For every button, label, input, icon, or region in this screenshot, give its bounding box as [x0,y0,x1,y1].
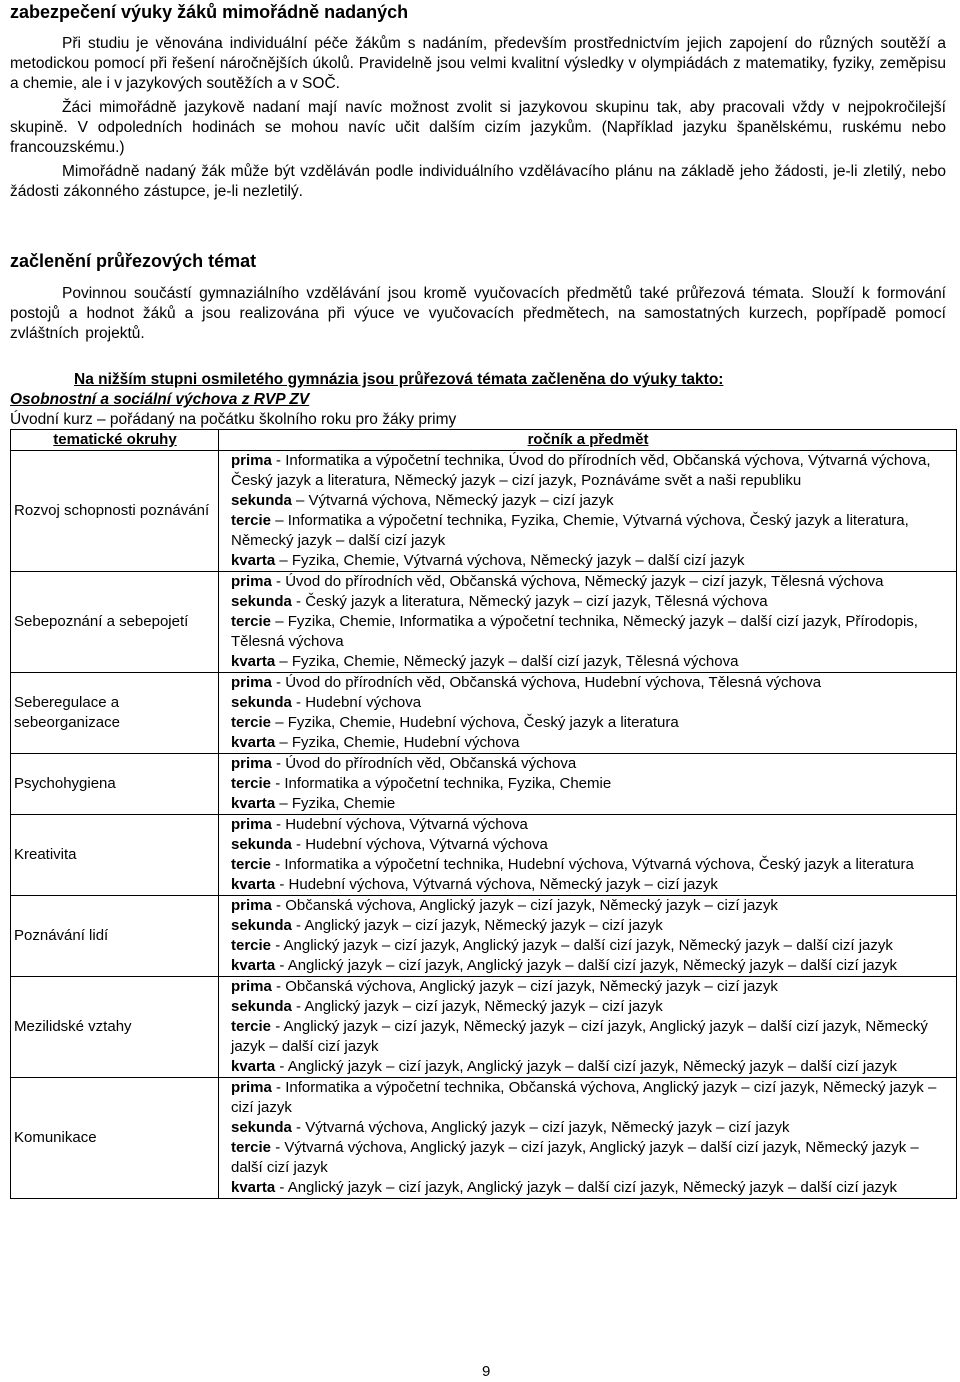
grade-label: kvarta [231,1058,276,1075]
grade-label: kvarta [231,653,276,670]
table-row [11,977,957,1078]
topic-cell: Rozvoj schopnosti poznávání [11,451,219,572]
grades-cell [219,572,957,673]
grade-entry [231,1118,954,1138]
grade-subjects: – Informatika a výpočetní technika, Fyzika, Chemie, Výtvarná výchova, Český jazyk a literatura, Německý jazyk – další cizí jazyk [231,512,909,549]
grade-subjects: - Výtvarná výchova, Anglický jazyk – cizí jazyk, Anglický jazyk – další cizí jazyk, Německý jazyk – další cizí jazyk [231,1139,919,1176]
topic-cell: Psychohygiena [11,754,219,815]
grade-entry [231,1138,954,1178]
grade-entry [231,754,954,774]
grade-subjects: – Výtvarná výchova, Německý jazyk – cizí jazyk [291,492,614,509]
header-grades: ročník a předmět [219,430,957,451]
grade-subjects: - Anglický jazyk – cizí jazyk, Anglický jazyk – další cizí jazyk, Německý jazyk – další cizí jazyk [275,1179,898,1196]
table-header-row [11,430,957,451]
grade-entry [231,713,954,733]
grade-label: tercie [231,1139,272,1156]
grade-subjects: – Fyzika, Chemie, Hudební výchova [275,734,520,751]
grade-subjects: - Úvod do přírodních věd, Občanská výchova, Německý jazyk – cizí jazyk, Tělesná výchova [271,573,884,590]
lead-note: Úvodní kurz – pořádaný na počátku školního roku pro žáky primy [10,411,457,428]
table-row [11,451,957,572]
grade-label: sekunda [231,836,292,853]
table-row [11,1078,957,1199]
grade-label: sekunda [231,694,292,711]
grade-label: kvarta [231,957,276,974]
topic-cell: Mezilidské vztahy [11,977,219,1078]
topic-cell: Sebepoznání a sebepojetí [11,572,219,673]
grade-subjects: - Úvod do přírodních věd, Občanská výchova, Hudební výchova, Tělesná výchova [271,674,822,691]
grades-cell [219,1078,957,1199]
grade-entry [231,774,954,794]
lead-subtitle: Osobnostní a sociální výchova z RVP ZV [10,391,310,408]
grade-entry [231,1057,954,1077]
grade-subjects: - Výtvarná výchova, Anglický jazyk – cizí jazyk, Německý jazyk – cizí jazyk [291,1119,790,1136]
grade-subjects: - Hudební výchova, Výtvarná výchova [271,816,528,833]
grade-entry [231,855,954,875]
table-row [11,754,957,815]
grade-label: kvarta [231,795,276,812]
grade-subjects: - Hudební výchova, Výtvarná výchova, Německý jazyk – cizí jazyk [275,876,718,893]
grade-subjects: - Občanská výchova, Anglický jazyk – cizí jazyk, Německý jazyk – cizí jazyk [271,897,778,914]
paragraph: Mimořádně nadaný žák může být vzděláván podle individuálního vzdělávacího plánu na základě jeho žádosti, je-li zletilý, nebo žádosti zákonného zástupce, je-li nezletilý. [10,163,946,200]
topic-cell: Komunikace [11,1078,219,1199]
section-themes-body [10,284,946,348]
topic-cell: Poznávání lidí [11,896,219,977]
topic-cell: Kreativita [11,815,219,896]
heading-gifted: zabezpečení výuky žáků mimořádně nadaných [10,2,409,22]
grade-subjects: – Fyzika, Chemie, Výtvarná výchova, Německý jazyk – další cizí jazyk [275,552,745,569]
grade-label: kvarta [231,734,276,751]
grade-entry [231,916,954,936]
grade-entry [231,491,954,511]
grades-cell [219,451,957,572]
grades-cell [219,896,957,977]
table-row [11,572,957,673]
grade-subjects: - Informatika a výpočetní technika, Hudební výchova, Výtvarná výchova, Český jazyk a literatura [271,856,914,873]
grade-label: prima [231,755,272,772]
header-topics: tematické okruhy [11,430,219,451]
grade-subjects: - Občanská výchova, Anglický jazyk – cizí jazyk, Německý jazyk – cizí jazyk [271,978,778,995]
grade-label: kvarta [231,1179,276,1196]
grade-subjects: - Informatika a výpočetní technika, Fyzika, Chemie [271,775,612,792]
grade-entry [231,733,954,753]
grade-label: tercie [231,937,272,954]
grade-subjects: - Český jazyk a literatura, Německý jazyk – cizí jazyk, Tělesná výchova [291,593,768,610]
grade-label: kvarta [231,552,276,569]
grade-label: sekunda [231,593,292,610]
section-gifted-body [10,34,946,206]
grade-label: prima [231,573,272,590]
grade-entry [231,673,954,693]
paragraph: Povinnou součástí gymnaziálního vzdělávání jsou kromě vyučovacích předmětů také průřezová témata. Slouží k formování postojů a hodnot žáků a jsou realizována při výuce ve vyučovacích předmětech, na samostatných kurzech, popřípadě pomocí zvláštních projektů. [10,285,946,342]
grades-cell [219,673,957,754]
grade-label: prima [231,978,272,995]
topic-cell: Seberegulace a sebeorganizace [11,673,219,754]
themes-table [10,429,957,1199]
grade-entry [231,652,954,672]
grade-entry [231,815,954,835]
grade-subjects: - Informatika a výpočetní technika, Občanská výchova, Anglický jazyk – cizí jazyk, Německý jazyk – cizí jazyk [231,1079,937,1116]
table-row [11,896,957,977]
grade-entry [231,896,954,916]
grades-cell [219,815,957,896]
grade-label: sekunda [231,998,292,1015]
grade-subjects: - Anglický jazyk – cizí jazyk, Anglický jazyk – další cizí jazyk, Německý jazyk – další cizí jazyk [271,937,893,954]
grade-subjects: - Anglický jazyk – cizí jazyk, Německý jazyk – cizí jazyk [291,998,663,1015]
grade-entry [231,693,954,713]
grade-entry [231,794,954,814]
heading-themes: začlenění průřezových témat [10,251,257,271]
grade-label: tercie [231,856,272,873]
grade-entry [231,977,954,997]
grade-entry [231,1017,954,1057]
grade-entry [231,997,954,1017]
paragraph: Při studiu je věnována individuální péče žákům s nadáním, především prostřednictvím jejich zapojení do různých soutěží a metodickou pomocí při řešení náročnějších úkolů. Pravidelně jsou velmi kvalitní výsledky v olympiádách z matematiky, fyziky, zeměpisu a chemie, ale i v jazykových soutěžích a v SOČ. [10,35,946,92]
grade-entry [231,572,954,592]
table-row [11,815,957,896]
grade-label: sekunda [231,1119,292,1136]
grade-subjects: - Anglický jazyk – cizí jazyk, Anglický jazyk – další cizí jazyk, Německý jazyk – další cizí jazyk [275,957,898,974]
grade-entry [231,956,954,976]
grade-entry [231,511,954,551]
grade-entry [231,551,954,571]
grade-subjects: – Fyzika, Chemie [275,795,396,812]
grade-label: prima [231,1079,272,1096]
page-number: 9 [482,1363,491,1380]
grade-entry [231,1078,954,1118]
grade-label: tercie [231,775,272,792]
grade-label: prima [231,674,272,691]
grade-subjects: - Anglický jazyk – cizí jazyk, Anglický jazyk – další cizí jazyk, Německý jazyk – další cizí jazyk [275,1058,898,1075]
grade-label: sekunda [231,917,292,934]
grade-entry [231,451,954,491]
grade-label: prima [231,897,272,914]
grade-entry [231,612,954,652]
table-body [11,451,957,1199]
grade-label: tercie [231,512,272,529]
grade-subjects: - Úvod do přírodních věd, Občanská výchova [271,755,577,772]
grade-entry [231,1178,954,1198]
table-lead [10,370,946,430]
grade-label: prima [231,816,272,833]
lead-title: Na nižším stupni osmiletého gymnázia jsou průřezová témata začleněna do výuky takto: [74,371,724,388]
grade-entry [231,592,954,612]
grade-subjects: - Hudební výchova [291,694,422,711]
grade-subjects: – Fyzika, Chemie, Německý jazyk – další cizí jazyk, Tělesná výchova [275,653,739,670]
grade-entry [231,875,954,895]
grade-subjects: - Anglický jazyk – cizí jazyk, Německý jazyk – cizí jazyk, Anglický jazyk – další cizí jazyk, Německý jazyk – další cizí jazyk [231,1018,928,1055]
grade-entry [231,835,954,855]
grade-subjects: - Hudební výchova, Výtvarná výchova [291,836,548,853]
grade-label: kvarta [231,876,276,893]
grade-subjects: – Fyzika, Chemie, Hudební výchova, Český jazyk a literatura [271,714,679,731]
grade-label: tercie [231,1018,272,1035]
grades-cell [219,977,957,1078]
grade-subjects: - Anglický jazyk – cizí jazyk, Německý jazyk – cizí jazyk [291,917,663,934]
grade-label: sekunda [231,492,292,509]
grade-subjects: - Informatika a výpočetní technika, Úvod do přírodních věd, Občanská výchova, Výtvarná výchova, Český jazyk a literatura, Německý jazyk – cizí jazyk, Poznáváme svět a naši republiku [231,452,931,489]
table-row [11,673,957,754]
grade-entry [231,936,954,956]
grades-cell [219,754,957,815]
grade-label: tercie [231,714,272,731]
grade-subjects: – Fyzika, Chemie, Informatika a výpočetní technika, Německý jazyk – další cizí jazyk, Přírodopis, Tělesná výchova [231,613,918,650]
grade-label: prima [231,452,272,469]
paragraph: Žáci mimořádně jazykově nadaní mají navíc možnost zvolit si jazykovou skupinu tak, aby pracovali vždy v nejpokročilejší skupině. V odpoledních hodinách se mohou navíc učit dalším cizím jazykům. (Například jazyku španělskému, ruskému nebo francouzskému.) [10,99,946,156]
grade-label: tercie [231,613,272,630]
